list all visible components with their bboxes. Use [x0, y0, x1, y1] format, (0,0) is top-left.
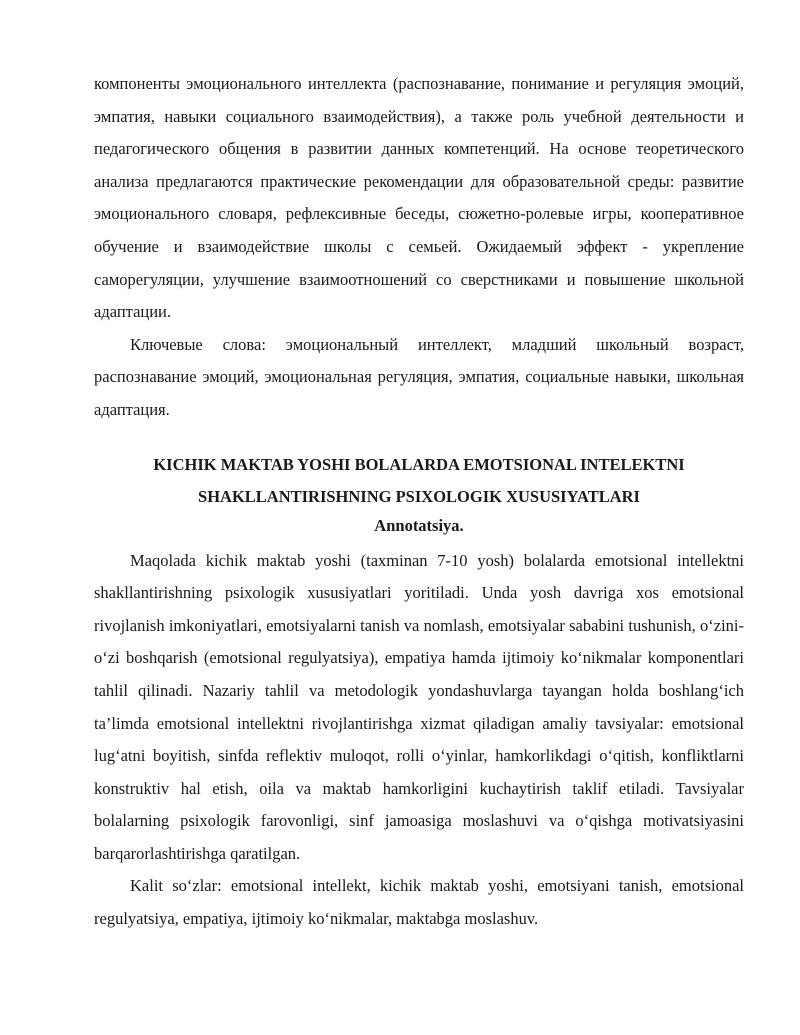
uzbek-title-line-2: SHAKLLANTIRISHNING PSIXOLOGIK XUSUSIYATLARI [198, 486, 640, 506]
russian-keywords: Ключевые слова: эмоциональный интеллект, младший школьный возраст, распознавание эмоций, эмоциональная регуляция, эмпатия, социальные навыки, школьная адаптация. [94, 334, 744, 419]
russian-abstract-continuation: компоненты эмоционального интеллекта (распознавание, понимание и регуляция эмоций, эмпатия, навыки социального взаимодействия), а также роль учебной деятельности и педагогического общения в развитии данных компетенций. На основе теоретического анализа предлагаются практические рекомендации для образовательной среды: развитие эмоционального словаря, рефлексивные беседы, сюжетно-ролевые игры, кооперативное обучение и взаимодействие школы с семьей. Ожидаемый эффект - укрепление саморегуляции, улучшение взаимоотношений со сверстниками и повышение школьной адаптации. [94, 74, 744, 322]
uzbek-annotation: Maqolada kichik maktab yoshi (taxminan 7-10 yosh) bolalarda emotsional intellektni shakllantirishning psixologik xususiyatlari yoritiladi. Unda yosh davriga xos emotsional rivojlanish imkoniyatlari, emotsiyalarni tanish va nomlash, emotsiyalar sababini tushunish, o‘zini-o‘zi boshqarish (emotsional regulyatsiya), empatiya hamda ijtimoiy ko‘nikmalar komponentlari tahlil qilinadi. Nazariy tahlil va metodologik yondashuvlarga tayangan holda boshlang‘ich ta’limda emotsional intellektni rivojlantirishga xizmat qiladigan amaliy tavsiyalar: emotsional lug‘atni boyitish, sinfda reflektiv muloqot, rolli o‘yinlar, hamkorlikdagi o‘qitish, konfliktlarni konstruktiv hal etish, oila va maktab hamkorligini kuchaytirish taklif etiladi. Tavsiyalar bolalarning psixologik farovonligi, sinf jamoasiga moslashuvi va o‘qishga motivatsiyasini barqarorlashtirishga qaratilgan. [94, 550, 744, 863]
document-page [94, 68, 744, 936]
annotation-heading: Annotatsiya. [374, 515, 464, 535]
uzbek-title-line-1: KICHIK MAKTAB YOSHI BOLALARDA EMOTSIONAL INTELEKTNI [153, 454, 685, 474]
uzbek-keywords: Kalit so‘zlar: emotsional intellekt, kichik maktab yoshi, emotsiyani tanish, emotsional regulyatsiya, empatiya, ijtimoiy ko‘nikmalar, maktabga moslashuv. [94, 876, 744, 929]
section-spacer [94, 427, 744, 449]
